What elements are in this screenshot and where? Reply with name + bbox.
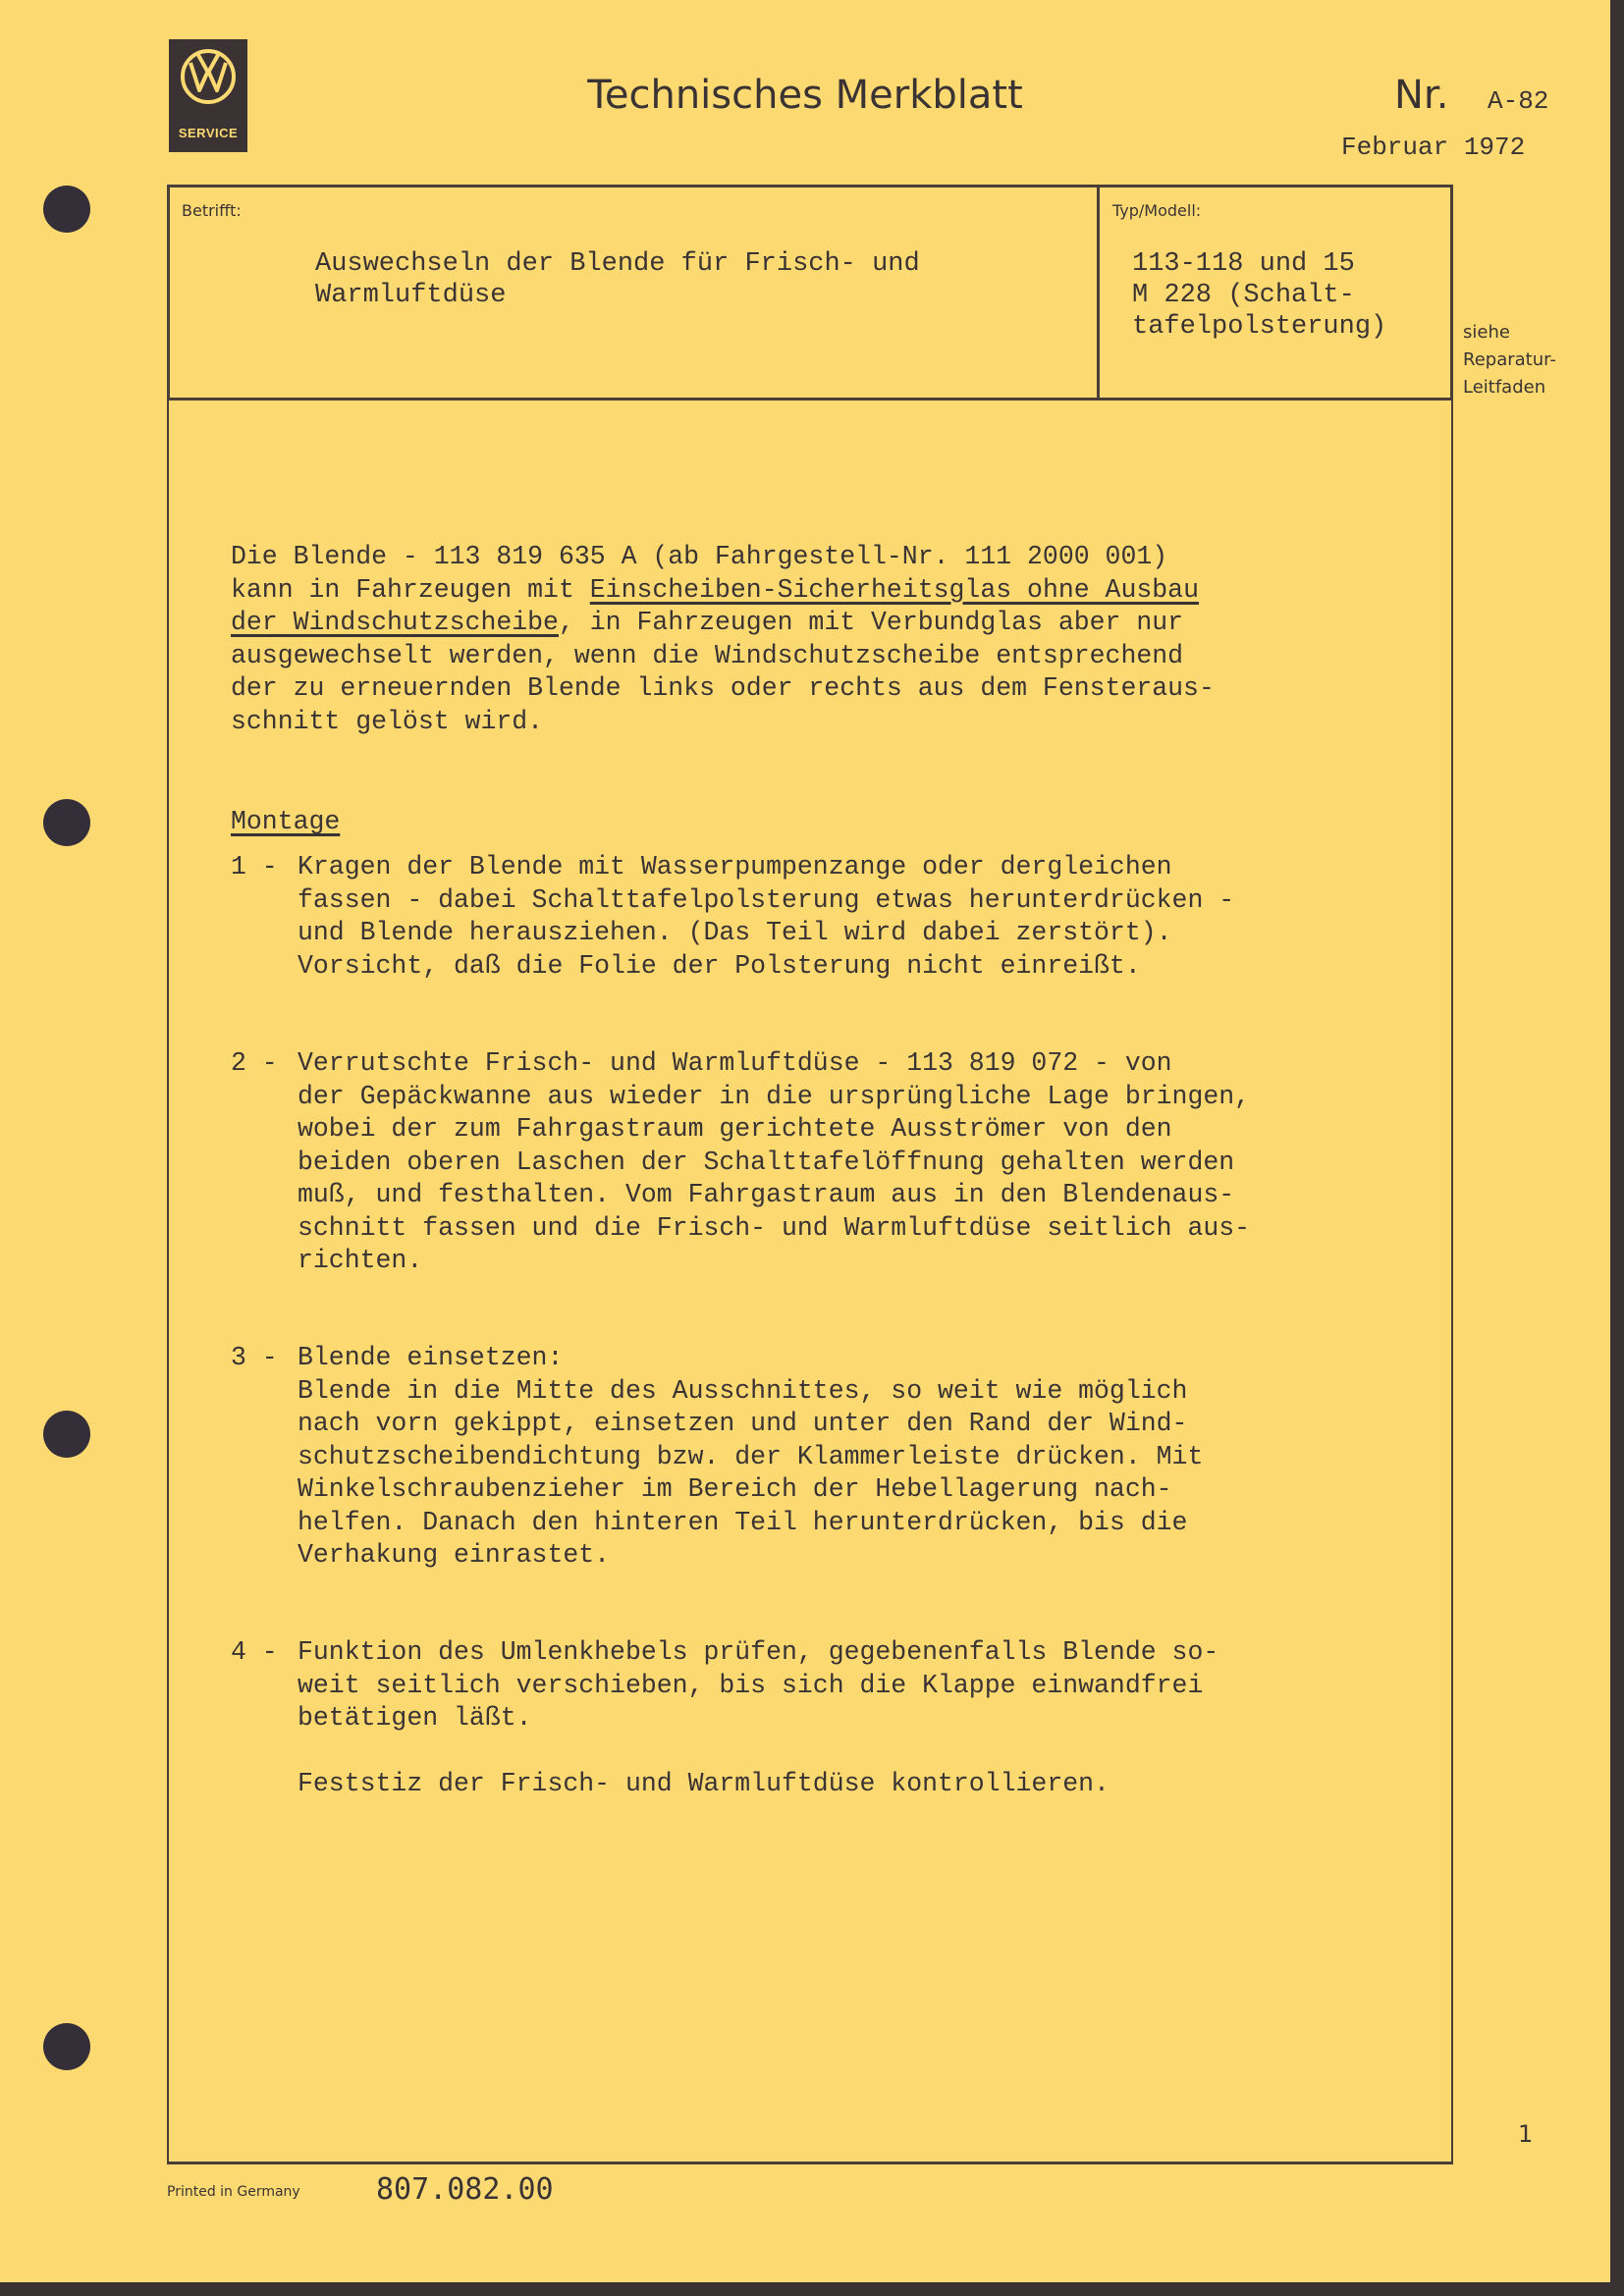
form-part-number: 807.082.00 <box>376 2172 554 2207</box>
punch-hole <box>43 1411 90 1458</box>
step-number: 4 - <box>231 1637 278 1667</box>
step-text: Verrutschte Frisch- und Warmluftdüse - 113 819 072 - von der Gepäckwanne aus wieder in die ursprüngliche Lage bringen, wobei der zum Fahrgastraum gerichtete Ausströmer von den beiden oberen Laschen der Schalttafelöffnung gehalten werden muß, und festhalten. Vom Fahrgastraum aus in den Blendenaus- schnitt fassen und die Frisch- und Warmluftdüse seitlich aus- richten. <box>298 1048 1251 1275</box>
info-box <box>167 185 1453 400</box>
step-number: 1 - <box>231 852 278 881</box>
page-number: 1 <box>1518 2120 1534 2148</box>
intro-line: der zu erneuernden Blende links oder rechts aus dem Fensteraus- <box>231 673 1215 703</box>
subject-label: Betrifft: <box>182 201 242 220</box>
number-label: Nr. <box>1394 73 1449 118</box>
model-line: 113-118 und 15 <box>1132 249 1355 279</box>
info-box-divider <box>1097 187 1100 398</box>
intro-line: ausgewechselt werden, wenn die Windschutzscheibe entsprechend <box>231 640 1184 670</box>
step-number: 2 - <box>231 1048 278 1078</box>
model-line: M 228 (Schalt- <box>1132 281 1355 310</box>
section-title: Montage <box>231 807 341 836</box>
intro-line: schnitt gelöst wird. <box>231 706 544 736</box>
step-number: 3 - <box>231 1343 278 1372</box>
side-note-line: Leitfaden <box>1463 377 1546 398</box>
intro-underlined-text: der Windschutzscheibe <box>231 608 559 637</box>
subject-line: Auswechseln der Blende für Frisch- und <box>315 249 920 279</box>
punch-hole <box>43 799 90 846</box>
model-line: tafelpolsterung) <box>1132 312 1387 342</box>
side-note <box>1463 319 1556 401</box>
logo-service-text: SERVICE <box>178 126 239 140</box>
step-text: Funktion des Umlenkhebels prüfen, gegebenenfalls Blende so- weit seitlich verschieben, bis sich die Klappe einwandfrei betätigen läßt. Feststiz der Frisch- und Warmluftdüse kontrollieren. <box>298 1637 1219 1798</box>
side-note-line: siehe <box>1463 322 1510 343</box>
punch-hole <box>43 2023 90 2070</box>
model-text <box>1132 248 1386 343</box>
intro-underlined-text: Einscheiben-Sicherheitsglas ohne Ausbau <box>589 574 1199 605</box>
model-label: Typ/Modell: <box>1112 201 1202 220</box>
document-number: A-82 <box>1488 86 1549 116</box>
subject-text <box>315 248 920 311</box>
vw-service-logo <box>169 39 247 152</box>
scan-edge-bottom <box>0 2282 1624 2296</box>
punch-hole <box>43 186 90 233</box>
scan-edge-right <box>1610 0 1624 2296</box>
intro-line: kann in Fahrzeugen mit <box>231 574 590 605</box>
vw-emblem-icon <box>179 47 238 106</box>
intro-line: Die Blende - 113 819 635 A (ab Fahrgestell-Nr. 111 2000 001) <box>231 542 1168 571</box>
subject-line: Warmluftdüse <box>315 281 507 310</box>
intro-line: , in Fahrzeugen mit Verbundglas aber nur <box>558 608 1184 637</box>
step-text: Kragen der Blende mit Wasserpumpenzange oder dergleichen fassen - dabei Schalttafelpolsterung etwas herunterdrücken - und Blende herausziehen. (Das Teil wird dabei zerstört). Vorsicht, daß die Folie der Polsterung nicht einreißt. <box>298 852 1235 981</box>
side-note-line: Reparatur- <box>1463 349 1556 370</box>
document-date: Februar 1972 <box>1341 133 1526 162</box>
intro-paragraph <box>231 541 1215 738</box>
printed-in-germany: Printed in Germany <box>167 2184 300 2200</box>
step-text: Blende einsetzen: Blende in die Mitte des Ausschnittes, so weit wie möglich nach vorn gekippt, einsetzen und unter den Rand der Wind- schutzscheibendichtung bzw. der Klammerleiste drücken. Mit Winkelschraubenzieher im Bereich der Hebellagerung nach- helfen. Danach den hinteren Teil herunterdrücken, bis die Verhakung einrastet. <box>298 1343 1204 1570</box>
page-title: Technisches Merkblatt <box>587 73 1023 118</box>
